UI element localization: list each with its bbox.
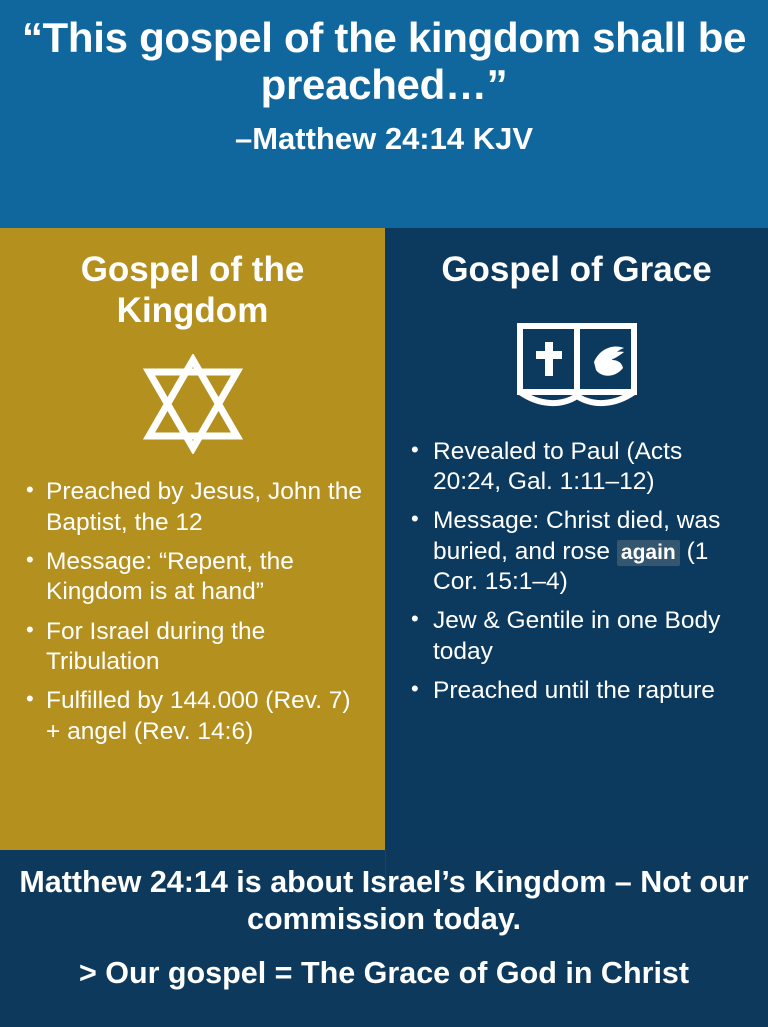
- list-item: • Message: “Repent, the Kingdom is at hand”: [18, 547, 367, 608]
- list-item: • Jew & Gentile in one Body today: [403, 606, 750, 667]
- comparison-columns: [0, 228, 768, 850]
- header-scripture-reference: –Matthew 24:14 KJV: [234, 120, 534, 156]
- open-bible-icon: [514, 309, 640, 419]
- list-item: • Preached until the rapture: [403, 676, 750, 706]
- list-item: • For Israel during the Tribulation: [18, 617, 367, 678]
- list-item: • Revealed to Paul (Acts 20:24, Gal. 1:11–12): [403, 437, 750, 498]
- footer-summary: > Our gospel = The Grace of God in Christ: [78, 956, 690, 991]
- bullet-list-kingdom: [18, 477, 367, 756]
- highlight-again: again: [617, 540, 680, 566]
- list-item: • Fulfilled by 144.000 (Rev. 7) + angel (Rev. 14:6): [18, 686, 367, 747]
- footer-conclusion: Matthew 24:14 is about Israel’s Kingdom – Not our commission today.: [19, 865, 749, 936]
- bullet-list-grace: [403, 437, 750, 716]
- list-item: • Preached by Jesus, John the Baptist, the 12: [18, 477, 367, 538]
- column-title-grace: Gospel of Grace: [441, 250, 712, 289]
- list-item-tail: (1 Cor. 15:1–4): [433, 537, 709, 596]
- star-of-david-icon: [139, 349, 247, 459]
- list-item: [403, 506, 750, 597]
- footer-banner: [0, 850, 768, 1027]
- list-item-text: Message: Christ died, was buried, and rose: [433, 507, 721, 565]
- column-title-kingdom: Gospel of the Kingdom: [80, 250, 305, 330]
- column-gospel-of-the-kingdom: [0, 228, 385, 850]
- header-quote: “This gospel of the kingdom shall be preached…”: [21, 14, 747, 109]
- header-banner: [0, 0, 768, 228]
- column-gospel-of-grace: [385, 228, 768, 850]
